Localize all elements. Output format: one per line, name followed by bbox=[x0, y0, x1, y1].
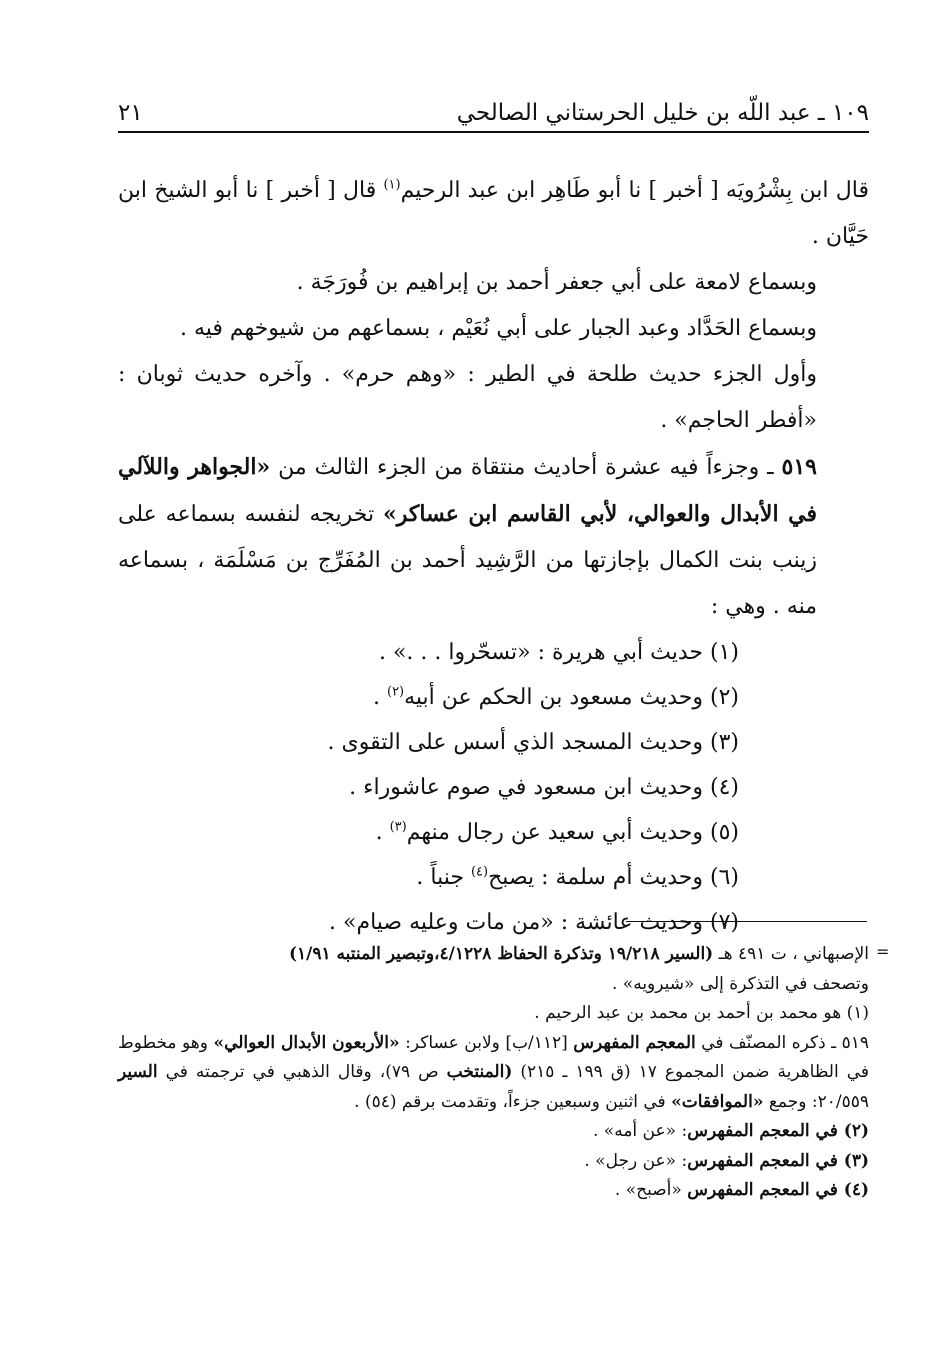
paragraph-fourajah: وبسماع لامعة على أبي جعفر أحمد بن إبراهيم بن فُورَجَة . bbox=[296, 270, 817, 295]
footnote-4: (٤) في المعجم المفهرس «أصبح» . bbox=[614, 1180, 869, 1200]
main-text bbox=[118, 168, 869, 945]
footnote-separator bbox=[626, 921, 867, 922]
paragraph-entry-519: ٥١٩ ـ وجزءاً فيه عشرة أحاديث منتقاة من الجزء الثالث من «الجواهر واللآلي في الأبدال والعوالي، لأبي القاسم ابن عساكر» تخريجه لنفسه بسماعه على زينب بنت الكمال بإجازتها من الرَّشِيد أحمد بن المُفَرِّج بن مَسْلَمَة ، بسماعه منه . وهي : bbox=[118, 454, 817, 619]
list-item: (٦) وحديث أم سلمة : يصبح$^{(٤)}$ جنباً . bbox=[416, 864, 739, 890]
footnotes bbox=[118, 940, 869, 1206]
footnote-ref: (٣) bbox=[389, 819, 407, 835]
running-header bbox=[118, 86, 869, 126]
footnote-2: (٢) في المعجم المفهرس: «عن أمه» . bbox=[593, 1121, 869, 1141]
list-item: (٥) وحديث أبي سعيد عن رجال منهم$^{(٣)}$ . bbox=[375, 819, 739, 845]
paragraph-chain: قال ابن بِشْرُويَه [ أخبر ] نا أبو طَاهِر ابن عبد الرحيم$^{(١)}$ قال [ أخبر ] نا أبو الشيخ ابن حَيَّان . bbox=[118, 177, 869, 249]
list-item: (٣) وحديث المسجد الذي أسس على التقوى . bbox=[327, 730, 739, 755]
entry-number: ٥١٩ bbox=[781, 454, 817, 480]
paragraph-first-last: وأول الجزء حديث طلحة في الطير : «وهم حرم» . وآخره حديث ثوبان : «أفطر الحاجم» . bbox=[118, 362, 817, 433]
paragraph-haddad: وبسماع الحَدَّاد وعبد الجبار على أبي نُعَيْم ، بسماعهم من شيوخهم فيه . bbox=[179, 316, 817, 341]
list-item: (٢) وحديث مسعود بن الحكم عن أبيه$^{(٢)}$ . bbox=[372, 684, 739, 710]
footnote-3: (٣) في المعجم المفهرس: «عن رجل» . bbox=[584, 1150, 869, 1171]
page-number: ٢١ bbox=[118, 100, 143, 126]
footnote-ref: (١) bbox=[383, 177, 401, 193]
footnote-ref: (٤) bbox=[470, 864, 489, 880]
list-item: (١) حديث أبي هريرة : «تسحّروا . . .» . bbox=[378, 640, 739, 665]
header-rule bbox=[118, 131, 869, 133]
footnote-continuation: الإصبهاني ، ت ٤٩١ هـ (السير ١٩/٢١٨ وتذكرة الحفاظ ٤/١٢٢٨،وتبصير المنتبه ١/٩١) bbox=[288, 944, 869, 964]
continuation-mark: = bbox=[876, 942, 890, 961]
list-item: (٤) وحديث ابن مسعود في صوم عاشوراء . bbox=[349, 775, 739, 800]
book-title: «الجواهر واللآلي في الأبدال والعوالي، لأبي القاسم ابن عساكر» bbox=[118, 454, 817, 527]
footnote-519: ٥١٩ ـ ذكره المصنّف في المعجم المفهرس [١١٢/ب] ولابن عساكر: «الأربعون الأبدال العوالي» وهو مخطوط في الظاهرية ضمن المجموع ١٧ (ق ١٩٩ ـ ٢١٥) (المنتخب ص ٧٩)، وقال الذهبي في ترجمته في السير ٢٠/٥٥٩: وجمع «الموافقات» في اثنين وسبعين جزءاً، وتقدمت برقم (٥٤) . bbox=[118, 1032, 870, 1112]
footnote-1: (١) هو محمد بن أحمد بن محمد بن عبد الرحيم . bbox=[534, 1003, 869, 1023]
footnote-ref: (٢) bbox=[386, 684, 405, 700]
hadith-list bbox=[118, 630, 869, 945]
running-title: ١٠٩ ـ عبد اللّه بن خليل الحرستاني الصالحي bbox=[456, 100, 869, 126]
list-item: (٧) وحديث عائشة : «من مات وعليه صيام» . bbox=[329, 910, 739, 935]
footnote-continuation-2: وتصحف في التذكرة إلى «شيرويه» . bbox=[612, 973, 869, 994]
